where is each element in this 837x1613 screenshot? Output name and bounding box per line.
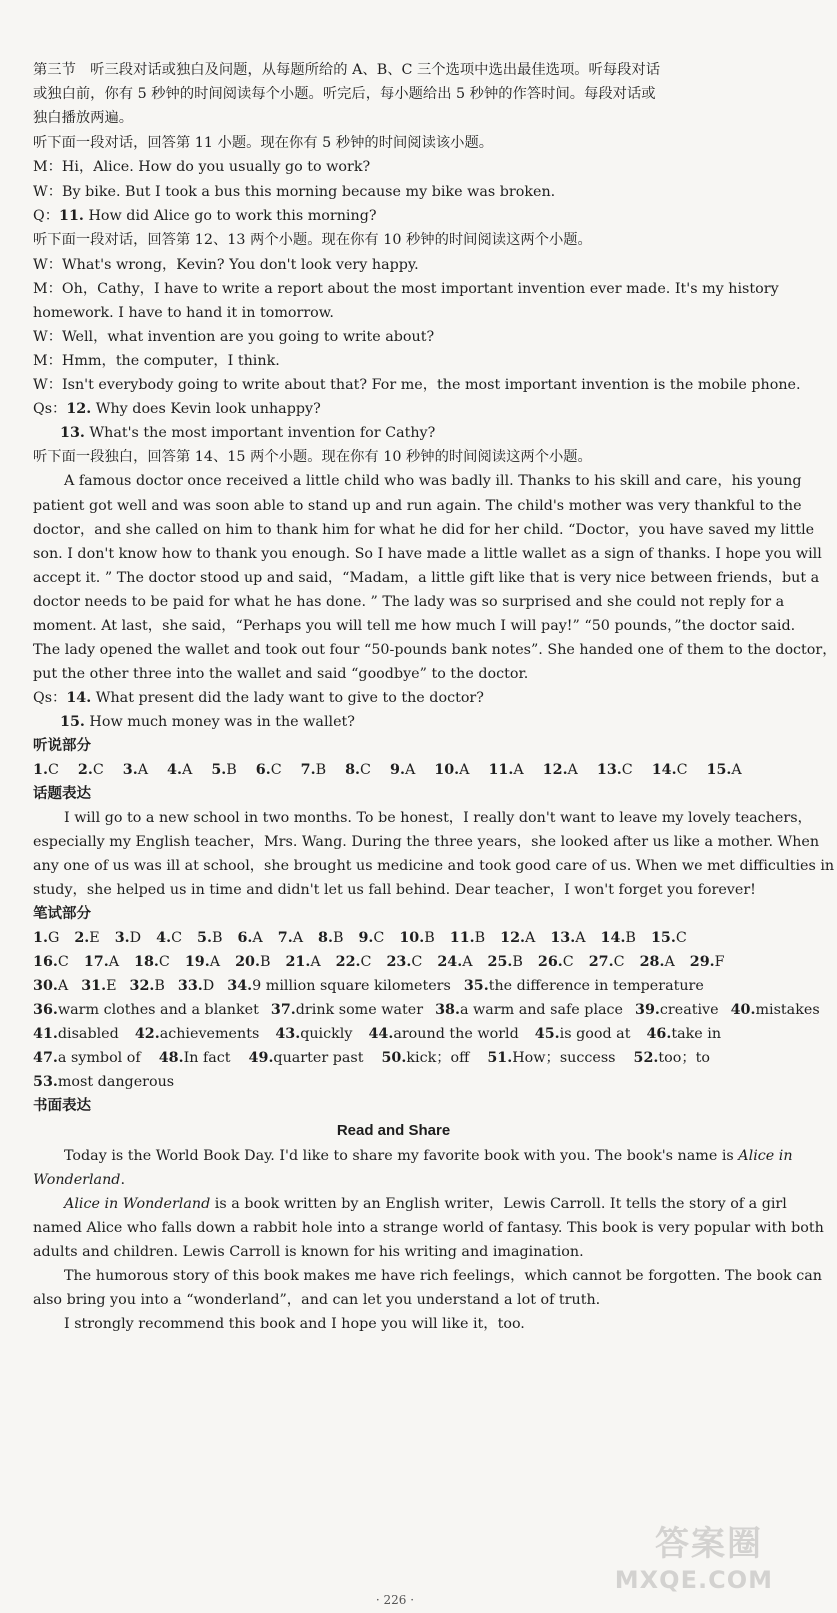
essay-p1-end: . <box>120 1172 125 1188</box>
answer-number: 1. <box>33 930 48 946</box>
answer-value: How；success <box>512 1050 616 1066</box>
answer-item <box>271 1002 423 1018</box>
answer-item <box>134 954 170 970</box>
answer-value: A <box>567 762 578 778</box>
answer-item <box>156 930 182 946</box>
q14-text: What present did the lady want to give to the doctor? <box>91 690 484 706</box>
answer-number: 40. <box>730 1002 756 1018</box>
section3-intro-line3: 独白播放两遍。 <box>33 110 134 126</box>
answer-item <box>345 762 371 778</box>
answer-value: a warm and safe place <box>459 1002 624 1018</box>
monologue-line: moment. At last，she said，“Perhaps you will tell me how much I will pay!” “50 pounds，”the doctor said. <box>33 618 796 634</box>
answer-value: A <box>181 762 193 778</box>
answer-value: C <box>613 954 625 970</box>
answer-number: 10. <box>399 930 425 946</box>
dialog1-prompt: 听下面一段对话，回答第 11 小题。现在你有 5 秒钟的时间阅读该小题。 <box>33 135 494 151</box>
answer-number: 12. <box>542 762 568 778</box>
answer-value: C <box>360 762 371 778</box>
watermark-logo-text: 答案圈 <box>655 1524 763 1564</box>
answer-number: 39. <box>635 1002 660 1018</box>
written-answers-row6 <box>33 1046 763 1071</box>
answer-item <box>130 978 165 994</box>
answer-value: C <box>360 954 372 970</box>
answer-number: 24. <box>437 954 463 970</box>
essay-p3-line1: The humorous story of this book makes me have rich feelings，which cannot be forgotten. The book can <box>64 1268 822 1284</box>
answer-item <box>597 762 633 778</box>
answer-item <box>33 930 59 946</box>
answer-number: 43. <box>275 1026 301 1042</box>
dialog2-line5: W：Isn't everybody going to write about that? For me，the most important invention is the mobile phone. <box>33 377 801 393</box>
answer-number: 47. <box>33 1050 58 1066</box>
answer-number: 41. <box>33 1026 58 1042</box>
answer-item <box>249 1050 364 1066</box>
answer-item <box>731 1002 820 1018</box>
answer-item <box>646 1026 721 1042</box>
answer-item <box>535 1026 631 1042</box>
answer-number: 36. <box>33 1002 58 1018</box>
q11-number: 11. <box>59 208 84 224</box>
dialog2-line1: W：What's wrong，Kevin? You don't look very happy. <box>33 257 419 273</box>
essay-p2-line1 <box>64 1192 786 1217</box>
answer-value: warm clothes and a blanket <box>57 1002 259 1018</box>
answer-value: A <box>513 762 524 778</box>
answer-number: 27. <box>588 954 614 970</box>
answer-number: 30. <box>33 978 58 994</box>
answer-item <box>185 954 220 970</box>
answer-item <box>640 954 675 970</box>
answer-number: 7. <box>277 930 293 946</box>
answer-number: 2. <box>74 930 90 946</box>
answer-value: 9 million square kilometers <box>252 978 451 994</box>
question-12 <box>33 397 755 422</box>
answer-number: 11. <box>488 762 514 778</box>
answer-item <box>33 1074 174 1090</box>
answer-item <box>278 930 303 946</box>
q14-prefix: Qs： <box>33 690 67 706</box>
answer-number: 5. <box>197 930 212 946</box>
site-watermark <box>566 1524 781 1594</box>
answer-number: 29. <box>689 954 715 970</box>
answer-item <box>33 1002 259 1018</box>
answer-item <box>227 978 451 994</box>
answer-number: 4. <box>167 762 182 778</box>
answer-item <box>178 978 214 994</box>
essay-p2-text: is a book written by an English writer，Lewis Carroll. It tells the story of a girl <box>210 1196 787 1212</box>
answer-number: 51. <box>487 1050 513 1066</box>
answer-number: 4. <box>156 930 172 946</box>
answer-item <box>358 930 384 946</box>
answer-number: 6. <box>255 762 271 778</box>
q13-text: What's the most important invention for Cathy? <box>84 425 436 441</box>
answer-item <box>285 954 320 970</box>
answer-number: 42. <box>134 1026 160 1042</box>
answer-value: B <box>211 930 223 946</box>
q12-prefix: Qs： <box>33 401 67 417</box>
answer-item <box>115 930 141 946</box>
written-heading: 笔试部分 <box>33 906 91 922</box>
answer-item <box>211 762 236 778</box>
topic-line: study，she helped us in time and didn't let us fall behind. Dear teacher，I won't forget you forever! <box>33 882 756 898</box>
answer-value: B <box>154 978 165 994</box>
answer-number: 45. <box>534 1026 560 1042</box>
answer-item <box>318 930 343 946</box>
answer-item <box>381 1050 469 1066</box>
answer-value: too；to <box>658 1050 711 1066</box>
q12-text: Why does Kevin look unhappy? <box>91 401 321 417</box>
answer-value: kick；off <box>406 1050 470 1066</box>
answer-item <box>301 762 326 778</box>
answer-item <box>78 762 104 778</box>
answer-number: 49. <box>248 1050 274 1066</box>
answer-value: C <box>92 762 104 778</box>
answer-value: A <box>310 954 321 970</box>
answer-item <box>589 954 625 970</box>
answer-number: 19. <box>184 954 210 970</box>
answer-number: 25. <box>487 954 513 970</box>
dialog2-line4: M：Hmm，the computer，I think. <box>33 353 280 369</box>
answer-value: A <box>459 762 470 778</box>
q15-text: How much money was in the wallet? <box>84 714 355 730</box>
answer-value: A <box>57 978 69 994</box>
answer-value: D <box>202 978 215 994</box>
answer-value: mistakes <box>755 1002 820 1018</box>
q11-prefix: Q： <box>33 208 60 224</box>
monologue-line: accept it. ” The doctor stood up and said，“Madam，a little gift like that is very nice between friends，but a <box>33 570 820 586</box>
dialog2-prompt: 听下面一段对话，回答第 12、13 两个小题。现在你有 10 秒钟的时间阅读这两个小题。 <box>33 232 592 248</box>
book-title-part1: Alice in <box>738 1148 793 1164</box>
answer-number: 23. <box>386 954 412 970</box>
answer-item <box>84 954 119 970</box>
essay-p2-line3: adults and children. Lewis Carroll is known for his writing and imagination. <box>33 1244 584 1260</box>
essay-p3-line2: also bring you into a “wonderland”，and can let you understand a lot of truth. <box>33 1292 601 1308</box>
answer-number: 8. <box>345 762 361 778</box>
answer-number: 38. <box>435 1002 460 1018</box>
answer-number: 48. <box>158 1050 184 1066</box>
answer-item <box>435 1002 623 1018</box>
answer-item <box>450 930 485 946</box>
answer-number: 28. <box>639 954 665 970</box>
answer-value: In fact <box>183 1050 231 1066</box>
answer-item <box>434 762 469 778</box>
answer-item <box>634 1050 711 1066</box>
answer-value: A <box>137 762 149 778</box>
answer-item <box>601 930 636 946</box>
answer-number: 32. <box>129 978 155 994</box>
answer-number: 18. <box>134 954 159 970</box>
answer-value: quarter past <box>273 1050 364 1066</box>
answer-item <box>390 762 415 778</box>
answer-number: 7. <box>300 762 316 778</box>
monologue-line: patient got well and was soon able to stand up and run again. The child's mother was very thankful to the <box>33 498 802 514</box>
book-title: Alice in Wonderland <box>64 1196 211 1212</box>
answer-value: C <box>411 954 423 970</box>
dialog2-line2a: M：Oh，Cathy，I have to write a report about the most important invention ever made. It's my history <box>33 281 779 297</box>
answer-number: 31. <box>81 978 107 994</box>
answer-number: 21. <box>285 954 311 970</box>
answer-number: 8. <box>318 930 333 946</box>
answer-number: 52. <box>633 1050 659 1066</box>
answer-value: D <box>129 930 142 946</box>
answer-value: is good at <box>559 1026 631 1042</box>
answer-number: 3. <box>122 762 138 778</box>
q15-number: 15. <box>60 714 85 730</box>
answer-item <box>487 1050 615 1066</box>
answer-value: most dangerous <box>57 1074 175 1090</box>
answer-value: A <box>252 930 263 946</box>
answer-item <box>33 954 69 970</box>
answer-item <box>275 1026 352 1042</box>
answer-item <box>652 762 688 778</box>
topic-heading: 话题表达 <box>33 786 91 802</box>
answer-number: 9. <box>390 762 405 778</box>
topic-line: I will go to a new school in two months. To be honest，I really don't want to leave my lovely teachers， <box>64 810 812 826</box>
answer-value: C <box>562 954 574 970</box>
answer-value: C <box>373 930 385 946</box>
monologue-line: put the other three into the wallet and said “goodbye” to the doctor. <box>33 666 529 682</box>
answer-item <box>690 954 725 970</box>
monologue-prompt: 听下面一段独白，回答第 14、15 两个小题。现在你有 10 秒钟的时间阅读这两个小题。 <box>33 449 592 465</box>
answer-value: A <box>292 930 304 946</box>
answer-value: A <box>209 954 221 970</box>
answer-number: 20. <box>235 954 260 970</box>
answer-number: 2. <box>77 762 93 778</box>
answer-value: F <box>714 954 725 970</box>
answer-item <box>543 762 578 778</box>
answer-item <box>500 930 535 946</box>
written-answers-row3 <box>33 974 763 999</box>
q13-number: 13. <box>60 425 85 441</box>
answer-number: 35. <box>463 978 489 994</box>
answer-value: C <box>171 930 183 946</box>
answer-value: B <box>424 930 435 946</box>
answer-number: 26. <box>537 954 563 970</box>
answer-item <box>437 954 472 970</box>
answer-value: C <box>621 762 633 778</box>
answer-value: quickly <box>300 1026 353 1042</box>
answer-item <box>123 762 148 778</box>
answer-item <box>256 762 282 778</box>
answer-value: E <box>89 930 100 946</box>
answer-number: 13. <box>550 930 576 946</box>
answer-number: 5. <box>211 762 227 778</box>
topic-line: any one of us was ill at school，she brought us medicine and took good care of us. When we met difficulties in <box>33 858 835 874</box>
answer-number: 34. <box>227 978 253 994</box>
answer-value: achievements <box>159 1026 260 1042</box>
answer-item <box>399 930 434 946</box>
essay-title: Read and Share <box>336 1122 451 1139</box>
answer-number: 53. <box>33 1074 58 1090</box>
answer-item <box>550 930 585 946</box>
answer-value: C <box>158 954 170 970</box>
answer-number: 46. <box>646 1026 672 1042</box>
answer-value: B <box>512 954 523 970</box>
answer-value: C <box>57 954 69 970</box>
answer-item <box>336 954 372 970</box>
answer-item <box>33 1026 119 1042</box>
essay-p1-line2 <box>33 1168 755 1193</box>
dialog2-line2b: homework. I have to hand it in tomorrow. <box>33 305 334 321</box>
answer-item <box>707 762 742 778</box>
answer-number: 44. <box>368 1026 394 1042</box>
answer-number: 50. <box>381 1050 407 1066</box>
answer-item <box>33 978 68 994</box>
answer-number: 3. <box>114 930 130 946</box>
answer-item <box>135 1026 260 1042</box>
answer-item <box>197 930 222 946</box>
listening-heading: 听说部分 <box>33 738 91 754</box>
answer-item <box>33 1050 141 1066</box>
answer-value: A <box>108 954 120 970</box>
answer-number: 37. <box>270 1002 296 1018</box>
book-title-part2: Wonderland <box>33 1172 121 1188</box>
monologue-line: A famous doctor once received a little child who was badly ill. Thanks to his skill and care，his young <box>64 473 802 489</box>
answer-value: B <box>226 762 237 778</box>
answer-number: 13. <box>596 762 622 778</box>
answer-item <box>235 954 270 970</box>
answer-value: C <box>47 762 59 778</box>
monologue-line: son. I don't know how to thank you enough. So I have made a little wallet as a sign of thanks. I hope you will <box>33 546 822 562</box>
answer-value: C <box>675 930 687 946</box>
written-answers-row4 <box>33 998 820 1023</box>
monologue-line: doctor needs to be paid for what he has done. ” The lady was so surprised and she could not reply for a <box>33 594 785 610</box>
answer-number: 1. <box>33 762 48 778</box>
monologue-line: The lady opened the wallet and took out four “50-pounds bank notes”. She handed one of them to the doctor， <box>33 642 837 658</box>
answer-number: 12. <box>500 930 526 946</box>
essay-p1-line1 <box>64 1144 793 1169</box>
section3-intro-line2: 或独白前，你有 5 秒钟的时间阅读每个小题。听完后，每小题给出 5 秒钟的作答时间。每段对话或 <box>33 86 656 102</box>
answer-value: E <box>106 978 117 994</box>
answer-value: G <box>47 930 60 946</box>
answer-value: B <box>315 762 327 778</box>
answer-value: A <box>575 930 586 946</box>
answer-value: A <box>462 954 473 970</box>
answer-number: 15. <box>706 762 732 778</box>
answer-number: 14. <box>600 930 626 946</box>
essay-p1-text: Today is the World Book Day. I'd like to share my favorite book with you. The book's name is <box>64 1148 739 1164</box>
answer-item <box>464 978 704 994</box>
page-number: · 226 · <box>375 1593 415 1607</box>
topic-line: especially my English teacher，Mrs. Wang. During the three years，she looked after us like a mother. When <box>33 834 820 850</box>
answer-value: A <box>664 954 675 970</box>
question-13 <box>60 421 782 446</box>
essay-p4: I strongly recommend this book and I hope you will like it，too. <box>64 1316 525 1332</box>
answer-value: A <box>731 762 742 778</box>
answer-item <box>538 954 574 970</box>
answer-value: the difference in temperature <box>488 978 704 994</box>
q14-number: 14. <box>66 690 92 706</box>
dialog1-line2: W：By bike. But I took a bus this morning because my bike was broken. <box>33 184 556 200</box>
answer-item <box>237 930 262 946</box>
dialog2-line3: W：Well，what invention are you going to write about? <box>33 329 435 345</box>
answer-item <box>167 762 192 778</box>
q11-text: How did Alice go to work this morning? <box>83 208 377 224</box>
answer-value: around the world <box>393 1026 519 1042</box>
answer-value: A <box>404 762 416 778</box>
section3-intro-line1: 第三节 听三段对话或独白及问题，从每题所给的 A、B、C 三个选项中选出最佳选项。听每段对话 <box>33 62 661 78</box>
answer-value: B <box>259 954 271 970</box>
answer-number: 10. <box>434 762 460 778</box>
question-11 <box>33 204 755 229</box>
monologue-line: doctor，and she called on him to thank him for what he did for her child. “Doctor，you have saved my little <box>33 522 815 538</box>
written-answers-row5 <box>33 1022 763 1047</box>
question-15 <box>60 710 782 735</box>
answer-value: B <box>625 930 636 946</box>
question-14 <box>33 686 755 711</box>
answer-number: 15. <box>650 930 676 946</box>
answer-number: 17. <box>83 954 109 970</box>
essay-p2-line2: named Alice who falls down a rabbit hole into a strange world of fantasy. This book is very popular with both <box>33 1220 824 1236</box>
answer-value: a symbol of <box>57 1050 141 1066</box>
answer-value: take in <box>671 1026 722 1042</box>
written-answers-row2 <box>33 950 763 975</box>
answer-value: A <box>525 930 536 946</box>
answer-number: 9. <box>358 930 374 946</box>
answer-item <box>368 1026 518 1042</box>
answer-item <box>488 954 523 970</box>
written-answers-row1 <box>33 926 763 951</box>
listening-answers <box>33 758 763 783</box>
answer-number: 22. <box>335 954 361 970</box>
answer-value: creative <box>659 1002 719 1018</box>
q12-number: 12. <box>66 401 92 417</box>
answer-value: B <box>474 930 486 946</box>
answer-number: 33. <box>177 978 203 994</box>
answer-number: 16. <box>33 954 58 970</box>
answer-number: 14. <box>651 762 677 778</box>
answer-item <box>651 930 687 946</box>
answer-item <box>635 1002 719 1018</box>
answer-value: drink some water <box>295 1002 424 1018</box>
answer-number: 11. <box>449 930 475 946</box>
written-answers-row7 <box>33 1070 763 1095</box>
essay-heading: 书面表达 <box>33 1098 91 1114</box>
answer-item <box>159 1050 231 1066</box>
watermark-url: MXQE.COM <box>614 1566 773 1594</box>
answer-item <box>81 978 116 994</box>
answer-item <box>74 930 99 946</box>
answer-item <box>33 762 59 778</box>
answer-item <box>386 954 422 970</box>
answer-value: B <box>332 930 344 946</box>
answer-value: disabled <box>57 1026 119 1042</box>
answer-number: 6. <box>237 930 253 946</box>
answer-value: C <box>676 762 688 778</box>
answer-value: C <box>270 762 282 778</box>
answer-item <box>488 762 523 778</box>
dialog1-line1: M：Hi，Alice. How do you usually go to work? <box>33 159 371 175</box>
